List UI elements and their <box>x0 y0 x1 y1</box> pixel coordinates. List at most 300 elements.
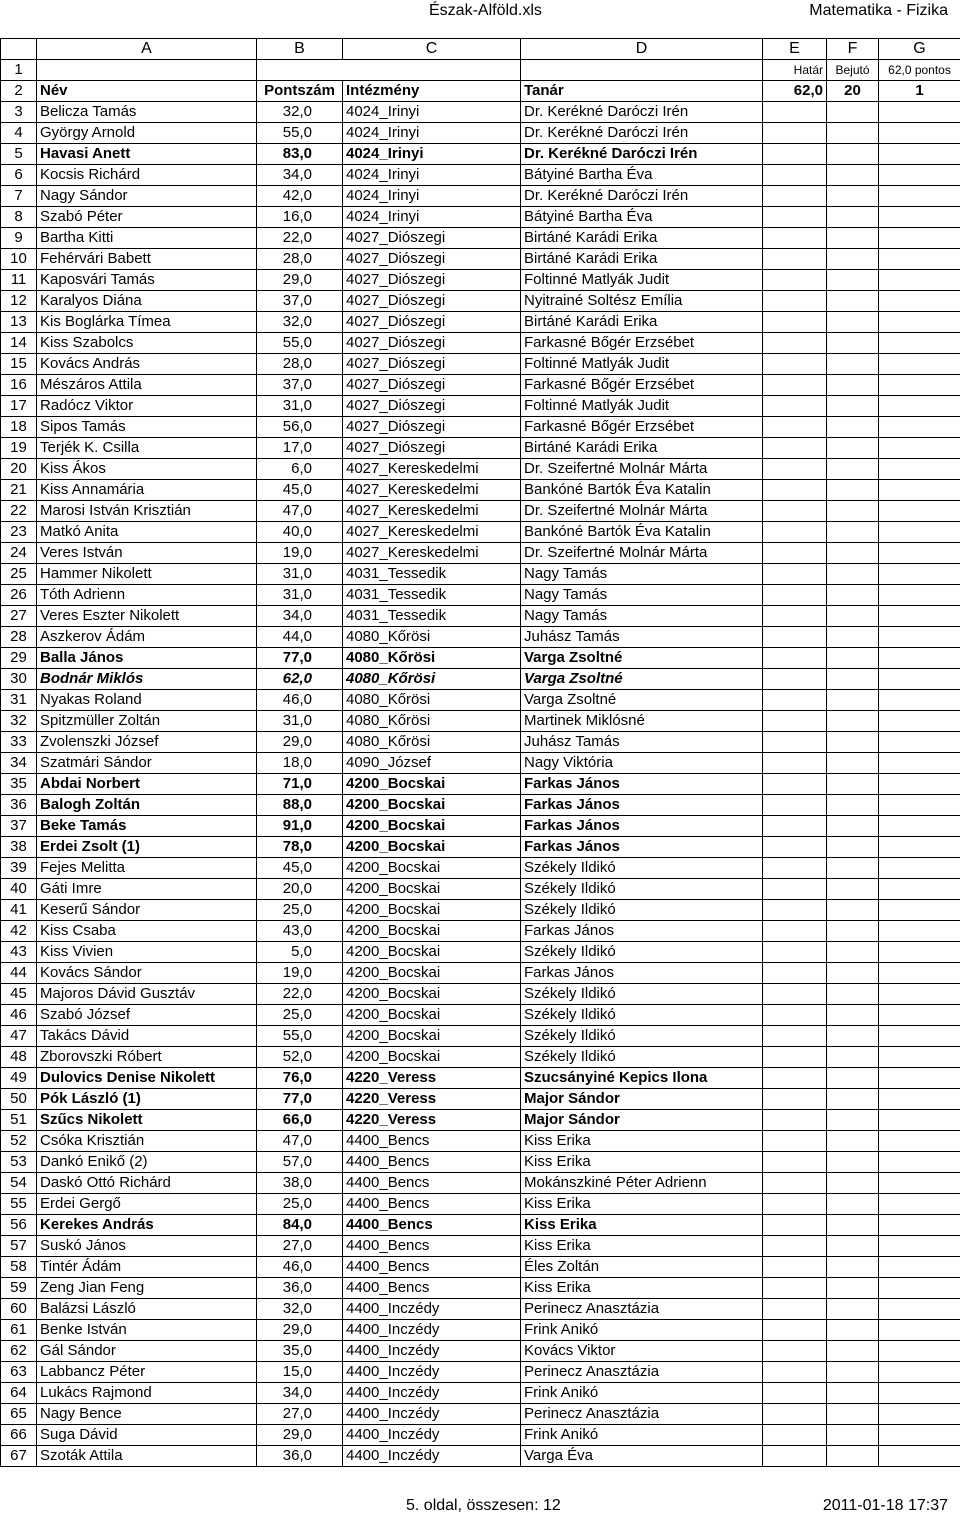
score-cell[interactable]: 27,0 <box>257 1404 343 1425</box>
score-cell[interactable]: 43,0 <box>257 921 343 942</box>
student-name-cell[interactable]: Szabó József <box>37 1005 257 1026</box>
student-name-cell[interactable]: Gál Sándor <box>37 1341 257 1362</box>
empty-cell[interactable] <box>763 291 827 312</box>
row-number[interactable]: 12 <box>1 291 37 312</box>
score-cell[interactable]: 17,0 <box>257 438 343 459</box>
institution-cell[interactable]: 4200_Bocskai <box>343 1047 521 1068</box>
student-name-cell[interactable]: Veres Eszter Nikolett <box>37 606 257 627</box>
institution-cell[interactable]: 4027_Diószegi <box>343 249 521 270</box>
score-cell[interactable]: 71,0 <box>257 774 343 795</box>
empty-cell[interactable] <box>763 1257 827 1278</box>
empty-cell[interactable] <box>763 501 827 522</box>
institution-cell[interactable]: 4200_Bocskai <box>343 1026 521 1047</box>
score-cell[interactable]: 56,0 <box>257 417 343 438</box>
empty-cell[interactable] <box>827 333 879 354</box>
teacher-cell[interactable]: Birtáné Karádi Erika <box>521 249 763 270</box>
empty-cell[interactable] <box>879 585 960 606</box>
empty-cell[interactable] <box>763 858 827 879</box>
empty-cell[interactable] <box>879 123 960 144</box>
empty-cell[interactable] <box>763 1362 827 1383</box>
empty-cell[interactable] <box>879 1362 960 1383</box>
row-number[interactable]: 60 <box>1 1299 37 1320</box>
empty-cell[interactable] <box>879 963 960 984</box>
empty-cell[interactable] <box>763 564 827 585</box>
empty-cell[interactable] <box>879 459 960 480</box>
student-name-cell[interactable]: Karalyos Diána <box>37 291 257 312</box>
institution-cell[interactable]: 4080_Kőrösi <box>343 711 521 732</box>
empty-cell[interactable] <box>879 207 960 228</box>
empty-cell[interactable] <box>879 375 960 396</box>
empty-cell[interactable] <box>827 1089 879 1110</box>
empty-cell[interactable] <box>827 354 879 375</box>
empty-cell[interactable] <box>879 438 960 459</box>
empty-cell[interactable] <box>879 417 960 438</box>
empty-cell[interactable] <box>879 1152 960 1173</box>
student-name-cell[interactable]: Radócz Viktor <box>37 396 257 417</box>
empty-cell[interactable] <box>827 102 879 123</box>
teacher-column-header[interactable]: Tanár <box>521 81 763 102</box>
empty-cell[interactable] <box>879 627 960 648</box>
teacher-cell[interactable]: Kiss Erika <box>521 1236 763 1257</box>
empty-cell[interactable] <box>827 501 879 522</box>
empty-cell[interactable] <box>763 438 827 459</box>
row-number[interactable]: 50 <box>1 1089 37 1110</box>
institution-cell[interactable]: 4024_Irinyi <box>343 207 521 228</box>
institution-cell[interactable]: 4027_Kereskedelmi <box>343 480 521 501</box>
institution-cell[interactable]: 4024_Irinyi <box>343 144 521 165</box>
empty-cell[interactable] <box>763 102 827 123</box>
empty-cell[interactable] <box>879 354 960 375</box>
empty-cell[interactable] <box>827 627 879 648</box>
empty-cell[interactable] <box>763 1383 827 1404</box>
row-number[interactable]: 17 <box>1 396 37 417</box>
empty-cell[interactable] <box>763 1404 827 1425</box>
teacher-cell[interactable]: Éles Zoltán <box>521 1257 763 1278</box>
empty-cell[interactable] <box>879 753 960 774</box>
teacher-cell[interactable]: Farkas János <box>521 816 763 837</box>
student-name-cell[interactable]: Kiss Annamária <box>37 480 257 501</box>
row-number[interactable]: 42 <box>1 921 37 942</box>
institution-cell[interactable]: 4220_Veress <box>343 1068 521 1089</box>
empty-cell[interactable] <box>763 1068 827 1089</box>
empty-cell[interactable] <box>763 648 827 669</box>
teacher-cell[interactable]: Dr. Szeifertné Molnár Márta <box>521 501 763 522</box>
empty-cell[interactable] <box>827 1215 879 1236</box>
institution-cell[interactable]: 4400_Inczédy <box>343 1383 521 1404</box>
empty-cell[interactable] <box>763 585 827 606</box>
institution-cell[interactable]: 4400_Bencs <box>343 1236 521 1257</box>
row-number[interactable]: 23 <box>1 522 37 543</box>
teacher-cell[interactable]: Nagy Viktória <box>521 753 763 774</box>
empty-cell[interactable] <box>763 375 827 396</box>
empty-cell[interactable] <box>879 270 960 291</box>
score-cell[interactable]: 6,0 <box>257 459 343 480</box>
institution-cell[interactable]: 4400_Bencs <box>343 1194 521 1215</box>
row-number[interactable]: 49 <box>1 1068 37 1089</box>
empty-cell[interactable] <box>827 963 879 984</box>
student-name-cell[interactable]: Fehérvári Babett <box>37 249 257 270</box>
column-header-b[interactable]: B <box>257 39 343 60</box>
empty-cell[interactable] <box>879 1278 960 1299</box>
score-cell[interactable]: 34,0 <box>257 165 343 186</box>
empty-cell[interactable] <box>879 1341 960 1362</box>
student-name-cell[interactable]: Labbancz Péter <box>37 1362 257 1383</box>
empty-cell[interactable] <box>879 1404 960 1425</box>
empty-cell[interactable] <box>763 753 827 774</box>
institution-cell[interactable]: 4027_Kereskedelmi <box>343 543 521 564</box>
student-name-cell[interactable]: Mészáros Attila <box>37 375 257 396</box>
student-name-cell[interactable]: Kocsis Richárd <box>37 165 257 186</box>
row-number[interactable]: 21 <box>1 480 37 501</box>
score-cell[interactable]: 15,0 <box>257 1362 343 1383</box>
institution-cell[interactable]: 4400_Bencs <box>343 1173 521 1194</box>
row-number[interactable]: 45 <box>1 984 37 1005</box>
student-name-cell[interactable]: Kerekes András <box>37 1215 257 1236</box>
teacher-cell[interactable]: Farkasné Bőgér Erzsébet <box>521 417 763 438</box>
empty-cell[interactable] <box>763 1047 827 1068</box>
cell-a1[interactable] <box>37 60 257 81</box>
row-number[interactable]: 34 <box>1 753 37 774</box>
admitted-label[interactable]: Bejutó <box>827 60 879 81</box>
student-name-cell[interactable]: Kiss Csaba <box>37 921 257 942</box>
institution-cell[interactable]: 4220_Veress <box>343 1089 521 1110</box>
score-cell[interactable]: 47,0 <box>257 1131 343 1152</box>
score-cell[interactable]: 28,0 <box>257 354 343 375</box>
student-name-cell[interactable]: Aszkerov Ádám <box>37 627 257 648</box>
empty-cell[interactable] <box>827 669 879 690</box>
empty-cell[interactable] <box>879 480 960 501</box>
institution-cell[interactable]: 4220_Veress <box>343 1110 521 1131</box>
student-name-cell[interactable]: Majoros Dávid Gusztáv <box>37 984 257 1005</box>
row-number[interactable]: 58 <box>1 1257 37 1278</box>
empty-cell[interactable] <box>763 900 827 921</box>
teacher-cell[interactable]: Farkas János <box>521 963 763 984</box>
institution-cell[interactable]: 4400_Bencs <box>343 1215 521 1236</box>
row-number[interactable]: 31 <box>1 690 37 711</box>
teacher-cell[interactable]: Varga Zsoltné <box>521 690 763 711</box>
teacher-cell[interactable]: Foltinné Matlyák Judit <box>521 354 763 375</box>
teacher-cell[interactable]: Bátyiné Bartha Éva <box>521 165 763 186</box>
teacher-cell[interactable]: Székely Ildikó <box>521 1026 763 1047</box>
row-number[interactable]: 59 <box>1 1278 37 1299</box>
empty-cell[interactable] <box>879 228 960 249</box>
row-number[interactable]: 4 <box>1 123 37 144</box>
student-name-cell[interactable]: Kovács András <box>37 354 257 375</box>
empty-cell[interactable] <box>763 522 827 543</box>
score-cell[interactable]: 55,0 <box>257 333 343 354</box>
score-cell[interactable]: 27,0 <box>257 1236 343 1257</box>
empty-cell[interactable] <box>827 1278 879 1299</box>
row-number[interactable]: 20 <box>1 459 37 480</box>
empty-cell[interactable] <box>827 564 879 585</box>
score-cell[interactable]: 34,0 <box>257 1383 343 1404</box>
empty-cell[interactable] <box>763 228 827 249</box>
empty-cell[interactable] <box>763 690 827 711</box>
teacher-cell[interactable]: Székely Ildikó <box>521 1047 763 1068</box>
institution-cell[interactable]: 4027_Kereskedelmi <box>343 459 521 480</box>
teacher-cell[interactable]: Dr. Kerékné Daróczi Irén <box>521 123 763 144</box>
teacher-cell[interactable]: Dr. Kerékné Daróczi Irén <box>521 144 763 165</box>
empty-cell[interactable] <box>763 1194 827 1215</box>
row-number[interactable]: 66 <box>1 1425 37 1446</box>
student-name-cell[interactable]: Balla János <box>37 648 257 669</box>
cell-d1[interactable] <box>521 60 763 81</box>
row-number[interactable]: 51 <box>1 1110 37 1131</box>
row-number[interactable]: 11 <box>1 270 37 291</box>
teacher-cell[interactable]: Nagy Tamás <box>521 564 763 585</box>
institution-cell[interactable]: 4400_Inczédy <box>343 1404 521 1425</box>
score-cell[interactable]: 44,0 <box>257 627 343 648</box>
row-number[interactable]: 28 <box>1 627 37 648</box>
empty-cell[interactable] <box>827 1110 879 1131</box>
institution-cell[interactable]: 4027_Diószegi <box>343 333 521 354</box>
empty-cell[interactable] <box>763 417 827 438</box>
empty-cell[interactable] <box>763 711 827 732</box>
empty-cell[interactable] <box>879 690 960 711</box>
empty-cell[interactable] <box>827 711 879 732</box>
threshold-value[interactable]: 62,0 <box>763 81 827 102</box>
empty-cell[interactable] <box>827 123 879 144</box>
threshold-label[interactable]: Határ <box>763 60 827 81</box>
student-name-cell[interactable]: Nagy Bence <box>37 1404 257 1425</box>
teacher-cell[interactable]: Székely Ildikó <box>521 858 763 879</box>
row-number[interactable]: 57 <box>1 1236 37 1257</box>
row-number[interactable]: 29 <box>1 648 37 669</box>
empty-cell[interactable] <box>827 1446 879 1467</box>
teacher-cell[interactable]: Dr. Kerékné Daróczi Irén <box>521 102 763 123</box>
score-cell[interactable]: 83,0 <box>257 144 343 165</box>
score-cell[interactable]: 32,0 <box>257 312 343 333</box>
institution-cell[interactable]: 4400_Bencs <box>343 1278 521 1299</box>
empty-cell[interactable] <box>763 333 827 354</box>
empty-cell[interactable] <box>879 942 960 963</box>
score-cell[interactable]: 57,0 <box>257 1152 343 1173</box>
row-number[interactable]: 26 <box>1 585 37 606</box>
score-cell[interactable]: 31,0 <box>257 585 343 606</box>
empty-cell[interactable] <box>827 690 879 711</box>
empty-cell[interactable] <box>763 480 827 501</box>
institution-cell[interactable]: 4027_Diószegi <box>343 417 521 438</box>
empty-cell[interactable] <box>763 123 827 144</box>
student-name-cell[interactable]: Keserű Sándor <box>37 900 257 921</box>
score-cell[interactable]: 37,0 <box>257 375 343 396</box>
teacher-cell[interactable]: Farkasné Bőgér Erzsébet <box>521 333 763 354</box>
student-name-cell[interactable]: Sipos Tamás <box>37 417 257 438</box>
empty-cell[interactable] <box>827 900 879 921</box>
row-number[interactable]: 33 <box>1 732 37 753</box>
empty-cell[interactable] <box>827 1026 879 1047</box>
empty-cell[interactable] <box>827 417 879 438</box>
institution-cell[interactable]: 4400_Bencs <box>343 1131 521 1152</box>
row-number[interactable]: 18 <box>1 417 37 438</box>
score-cell[interactable]: 29,0 <box>257 732 343 753</box>
empty-cell[interactable] <box>763 1131 827 1152</box>
empty-cell[interactable] <box>827 648 879 669</box>
row-number[interactable]: 40 <box>1 879 37 900</box>
student-name-cell[interactable]: Csóka Krisztián <box>37 1131 257 1152</box>
empty-cell[interactable] <box>763 1341 827 1362</box>
institution-cell[interactable]: 4027_Kereskedelmi <box>343 522 521 543</box>
empty-cell[interactable] <box>763 1278 827 1299</box>
student-name-cell[interactable]: György Arnold <box>37 123 257 144</box>
empty-cell[interactable] <box>827 921 879 942</box>
student-name-cell[interactable]: Tóth Adrienn <box>37 585 257 606</box>
empty-cell[interactable] <box>879 1068 960 1089</box>
score-cell[interactable]: 37,0 <box>257 291 343 312</box>
institution-cell[interactable]: 4400_Inczédy <box>343 1446 521 1467</box>
institution-cell[interactable]: 4024_Irinyi <box>343 186 521 207</box>
student-name-cell[interactable]: Szűcs Nikolett <box>37 1110 257 1131</box>
empty-cell[interactable] <box>879 858 960 879</box>
empty-cell[interactable] <box>827 858 879 879</box>
row-number[interactable]: 62 <box>1 1341 37 1362</box>
institution-cell[interactable]: 4400_Inczédy <box>343 1362 521 1383</box>
teacher-cell[interactable]: Frink Anikó <box>521 1383 763 1404</box>
empty-cell[interactable] <box>827 1362 879 1383</box>
row-number[interactable]: 38 <box>1 837 37 858</box>
teacher-cell[interactable]: Kovács Viktor <box>521 1341 763 1362</box>
empty-cell[interactable] <box>879 795 960 816</box>
institution-cell[interactable]: 4080_Kőrösi <box>343 669 521 690</box>
row-number[interactable]: 16 <box>1 375 37 396</box>
empty-cell[interactable] <box>827 1152 879 1173</box>
teacher-cell[interactable]: Major Sándor <box>521 1110 763 1131</box>
empty-cell[interactable] <box>879 564 960 585</box>
row-number[interactable]: 56 <box>1 1215 37 1236</box>
teacher-cell[interactable]: Székely Ildikó <box>521 900 763 921</box>
row-number[interactable]: 25 <box>1 564 37 585</box>
row-number[interactable]: 22 <box>1 501 37 522</box>
score-cell[interactable]: 28,0 <box>257 249 343 270</box>
student-name-cell[interactable]: Marosi István Krisztián <box>37 501 257 522</box>
institution-cell[interactable]: 4200_Bocskai <box>343 963 521 984</box>
empty-cell[interactable] <box>879 102 960 123</box>
student-name-cell[interactable]: Zvolenszki József <box>37 732 257 753</box>
empty-cell[interactable] <box>763 921 827 942</box>
institution-cell[interactable]: 4400_Inczédy <box>343 1299 521 1320</box>
empty-cell[interactable] <box>827 942 879 963</box>
empty-cell[interactable] <box>827 753 879 774</box>
row-number[interactable]: 14 <box>1 333 37 354</box>
student-name-cell[interactable]: Pók László (1) <box>37 1089 257 1110</box>
institution-cell[interactable]: 4200_Bocskai <box>343 1005 521 1026</box>
score-cell[interactable]: 31,0 <box>257 396 343 417</box>
institution-cell[interactable]: 4200_Bocskai <box>343 837 521 858</box>
row-number[interactable]: 30 <box>1 669 37 690</box>
empty-cell[interactable] <box>827 585 879 606</box>
empty-cell[interactable] <box>827 1425 879 1446</box>
institution-cell[interactable]: 4200_Bocskai <box>343 984 521 1005</box>
teacher-cell[interactable]: Birtáné Karádi Erika <box>521 438 763 459</box>
empty-cell[interactable] <box>827 438 879 459</box>
row-number[interactable]: 54 <box>1 1173 37 1194</box>
empty-cell[interactable] <box>763 879 827 900</box>
empty-cell[interactable] <box>827 186 879 207</box>
row-number[interactable]: 1 <box>1 60 37 81</box>
cell-c1[interactable] <box>343 60 521 81</box>
institution-cell[interactable]: 4400_Inczédy <box>343 1425 521 1446</box>
teacher-cell[interactable]: Mokánszkiné Péter Adrienn <box>521 1173 763 1194</box>
empty-cell[interactable] <box>879 333 960 354</box>
student-name-cell[interactable]: Takács Dávid <box>37 1026 257 1047</box>
empty-cell[interactable] <box>879 1383 960 1404</box>
empty-cell[interactable] <box>879 1425 960 1446</box>
score-cell[interactable]: 29,0 <box>257 1425 343 1446</box>
student-name-cell[interactable]: Balogh Zoltán <box>37 795 257 816</box>
student-name-cell[interactable]: Nagy Sándor <box>37 186 257 207</box>
teacher-cell[interactable]: Farkas János <box>521 921 763 942</box>
score-cell[interactable]: 32,0 <box>257 102 343 123</box>
score-cell[interactable]: 19,0 <box>257 543 343 564</box>
empty-cell[interactable] <box>827 375 879 396</box>
student-name-cell[interactable]: Veres István <box>37 543 257 564</box>
institution-cell[interactable]: 4027_Diószegi <box>343 228 521 249</box>
score-cell[interactable]: 52,0 <box>257 1047 343 1068</box>
empty-cell[interactable] <box>763 732 827 753</box>
empty-cell[interactable] <box>827 207 879 228</box>
teacher-cell[interactable]: Kiss Erika <box>521 1278 763 1299</box>
student-name-cell[interactable]: Szabó Péter <box>37 207 257 228</box>
score-cell[interactable]: 25,0 <box>257 1194 343 1215</box>
teacher-cell[interactable]: Farkas János <box>521 837 763 858</box>
row-number[interactable]: 32 <box>1 711 37 732</box>
score-cell[interactable]: 91,0 <box>257 816 343 837</box>
empty-cell[interactable] <box>879 900 960 921</box>
teacher-cell[interactable]: Székely Ildikó <box>521 879 763 900</box>
institution-cell[interactable]: 4027_Diószegi <box>343 270 521 291</box>
teacher-cell[interactable]: Farkas János <box>521 774 763 795</box>
row-number[interactable]: 24 <box>1 543 37 564</box>
empty-cell[interactable] <box>879 774 960 795</box>
student-name-cell[interactable]: Lukács Rajmond <box>37 1383 257 1404</box>
empty-cell[interactable] <box>879 984 960 1005</box>
score-cell[interactable]: 25,0 <box>257 900 343 921</box>
institution-cell[interactable]: 4027_Diószegi <box>343 438 521 459</box>
empty-cell[interactable] <box>763 354 827 375</box>
institution-cell[interactable]: 4080_Kőrösi <box>343 627 521 648</box>
empty-cell[interactable] <box>879 249 960 270</box>
empty-cell[interactable] <box>763 270 827 291</box>
institution-cell[interactable]: 4400_Bencs <box>343 1152 521 1173</box>
empty-cell[interactable] <box>827 459 879 480</box>
score-cell[interactable]: 35,0 <box>257 1341 343 1362</box>
empty-cell[interactable] <box>827 312 879 333</box>
empty-cell[interactable] <box>763 1110 827 1131</box>
score-cell[interactable]: 46,0 <box>257 1257 343 1278</box>
score-cell[interactable]: 18,0 <box>257 753 343 774</box>
empty-cell[interactable] <box>827 606 879 627</box>
empty-cell[interactable] <box>827 249 879 270</box>
empty-cell[interactable] <box>879 1110 960 1131</box>
score-cell[interactable]: 20,0 <box>257 879 343 900</box>
institution-cell[interactable]: 4080_Kőrösi <box>343 690 521 711</box>
teacher-cell[interactable]: Varga Éva <box>521 1446 763 1467</box>
column-header-f[interactable]: F <box>827 39 879 60</box>
score-cell[interactable]: 31,0 <box>257 711 343 732</box>
institution-cell[interactable]: 4400_Inczédy <box>343 1341 521 1362</box>
empty-cell[interactable] <box>827 1341 879 1362</box>
student-name-cell[interactable]: Abdai Norbert <box>37 774 257 795</box>
row-number[interactable]: 9 <box>1 228 37 249</box>
pontos-count[interactable]: 1 <box>879 81 960 102</box>
row-number[interactable]: 6 <box>1 165 37 186</box>
empty-cell[interactable] <box>827 396 879 417</box>
student-name-cell[interactable]: Balázsi László <box>37 1299 257 1320</box>
institution-cell[interactable]: 4027_Diószegi <box>343 375 521 396</box>
empty-cell[interactable] <box>827 228 879 249</box>
empty-cell[interactable] <box>763 144 827 165</box>
teacher-cell[interactable]: Dr. Szeifertné Molnár Márta <box>521 543 763 564</box>
